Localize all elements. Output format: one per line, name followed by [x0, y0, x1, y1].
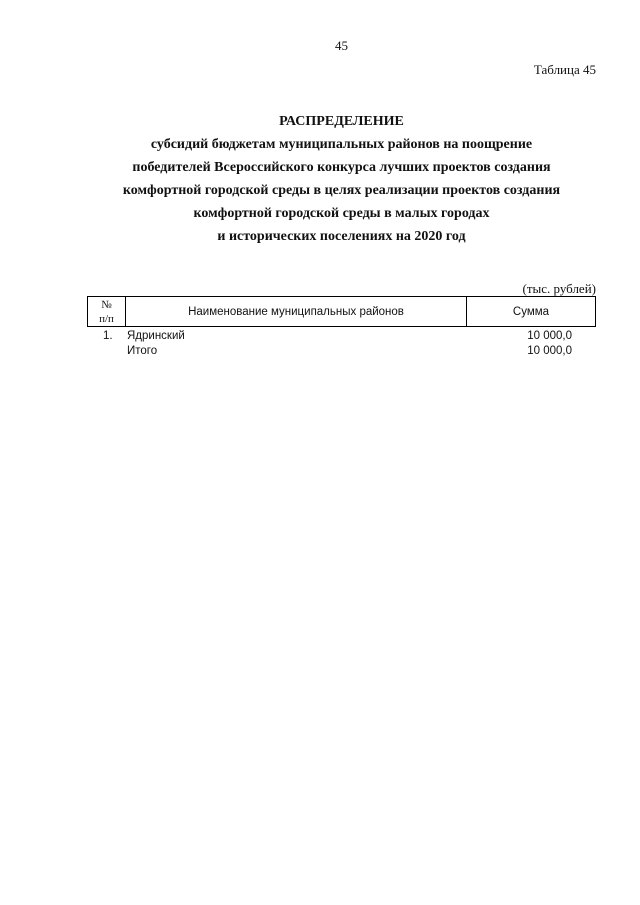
table-row-total — [87, 344, 596, 359]
table-row — [87, 329, 596, 344]
row-name: Ядринский — [127, 330, 185, 342]
title-line: субсидий бюджетам муниципальных районов на поощрение — [150, 137, 533, 152]
header-name — [126, 297, 467, 326]
header-sum — [467, 297, 595, 326]
header-num-abbr: п/п — [99, 312, 114, 325]
header-name-label: Наименование муниципальных районов — [188, 305, 404, 318]
document-title — [87, 110, 596, 248]
table-header — [87, 296, 596, 327]
title-main: РАСПРЕДЕЛЕНИЕ — [279, 114, 404, 129]
row-num: 1. — [103, 330, 113, 342]
row-sum: 10 000,0 — [527, 345, 572, 357]
header-num-symbol: № — [101, 298, 112, 311]
title-line: комфортной городской среды в малых городах — [193, 206, 490, 221]
title-line: и исторических поселениях на 2020 год — [217, 229, 466, 244]
header-num — [88, 297, 126, 326]
table-label: Таблица 45 — [533, 62, 596, 77]
row-name: Итого — [127, 345, 158, 357]
units-note: (тыс. рублей) — [522, 281, 596, 296]
row-sum: 10 000,0 — [527, 330, 572, 342]
header-sum-label: Сумма — [512, 305, 550, 318]
title-line: победителей Всероссийского конкурса лучших проектов создания — [132, 160, 551, 175]
title-line: комфортной городской среды в целях реализации проектов создания — [122, 183, 561, 198]
page-number: 45 — [335, 38, 348, 53]
